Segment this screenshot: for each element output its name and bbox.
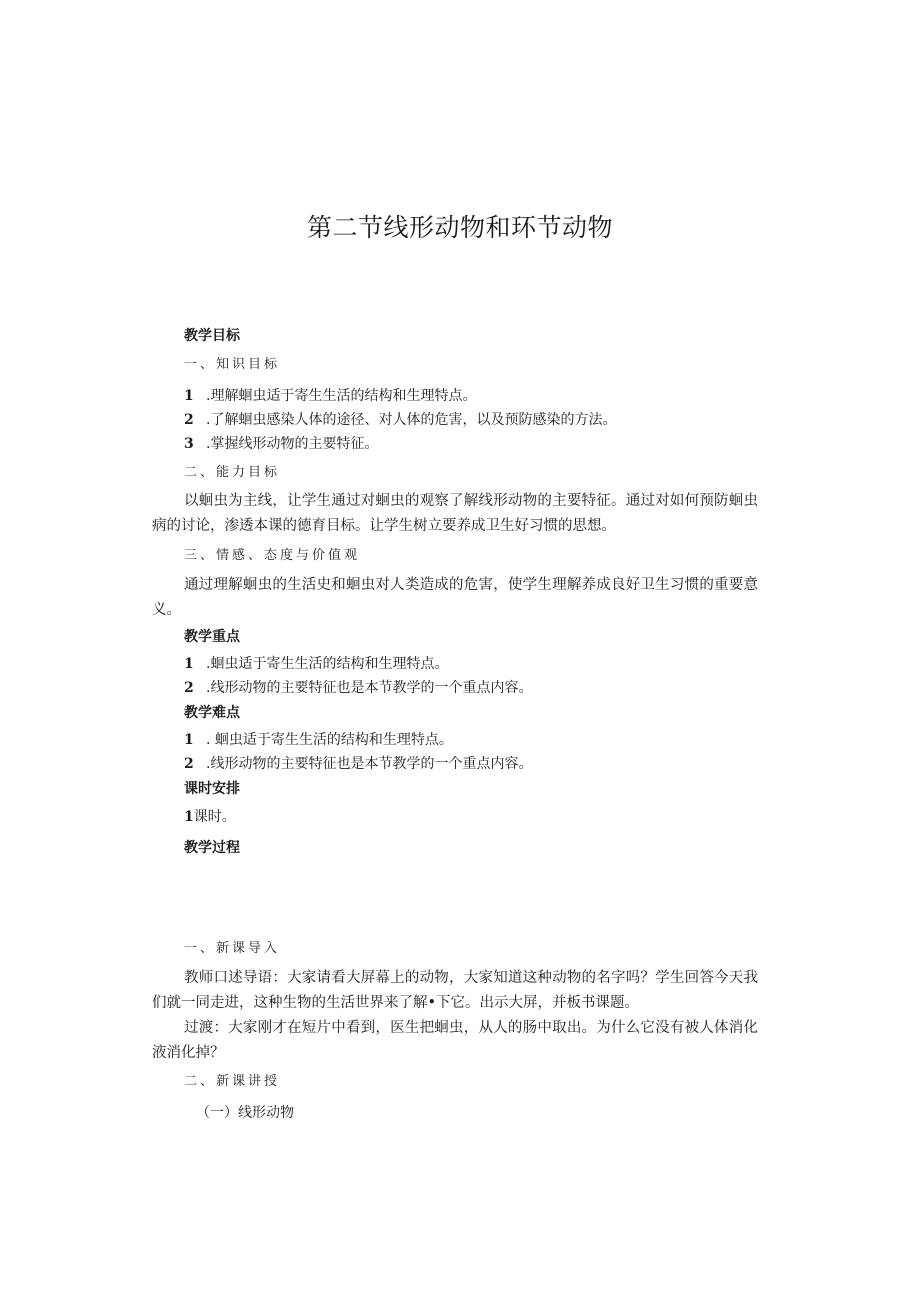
difficulty-item bbox=[184, 729, 453, 749]
item-number: 3 bbox=[184, 436, 194, 452]
item-text: .蛔虫适于寄生生活的结构和生理特点。 bbox=[206, 656, 449, 672]
item-number: 2 bbox=[184, 756, 194, 772]
item-number: 1 bbox=[184, 656, 194, 672]
emotion-paragraph: 通过理解蛔虫的生活史和蛔虫对人类造成的危害，使学生理解养成良好卫生习惯的重要意义。 bbox=[152, 577, 758, 618]
objectives-heading: 教学目标 bbox=[184, 328, 240, 344]
item-text: .线形动物的主要特征也是本节教学的一个重点内容。 bbox=[206, 756, 533, 772]
schedule-unit: 课时。 bbox=[193, 809, 236, 825]
item-number: 2 bbox=[184, 680, 194, 696]
schedule-heading: 课时安排 bbox=[184, 781, 240, 797]
schedule-text bbox=[184, 806, 236, 826]
knowledge-item bbox=[184, 409, 616, 429]
item-number: 2 bbox=[184, 412, 194, 428]
emotion-heading: 三、情感、态度与价值观 bbox=[184, 548, 361, 563]
key-item bbox=[184, 677, 532, 697]
page-title: 第二节线形动物和环节动物 bbox=[306, 213, 613, 242]
subsection-title: （一）线形动物 bbox=[196, 1105, 294, 1121]
key-points-heading: 教学重点 bbox=[184, 629, 240, 645]
item-text: .线形动物的主要特征也是本节教学的一个重点内容。 bbox=[206, 680, 533, 696]
knowledge-item bbox=[184, 385, 476, 405]
item-text: .了解蛔虫感染人体的途径、对人体的危害，以及预防感染的方法。 bbox=[206, 412, 617, 428]
key-item bbox=[184, 653, 448, 673]
knowledge-heading: 一、知识目标 bbox=[184, 357, 281, 372]
difficulty-heading: 教学难点 bbox=[184, 705, 240, 721]
intro-paragraph: 教师口述导语：大家请看大屏幕上的动物，大家知道这种动物的名字吗？学生回答今天我们就一同走进，这种生物的生活世界来了解•下它。出示大屏，并板书课题。 bbox=[152, 970, 758, 1011]
transition-paragraph: 过渡：大家刚才在短片中看到，医生把蛔虫，从人的肠中取出。为什么它没有被人体消化液消化掉？ bbox=[152, 1020, 758, 1061]
process-heading: 教学过程 bbox=[184, 840, 240, 856]
item-number: 1 bbox=[184, 388, 194, 404]
ability-heading: 二、能力目标 bbox=[184, 465, 281, 480]
item-text: .理解蛔虫适于寄生生活的结构和生理特点。 bbox=[206, 388, 477, 404]
intro-heading: 一、新课导入 bbox=[184, 941, 281, 956]
schedule-number: 1 bbox=[184, 809, 194, 825]
item-text: . 蛔虫适于寄生生活的结构和生理特点。 bbox=[206, 732, 453, 748]
difficulty-item bbox=[184, 753, 532, 773]
item-text: .掌握线形动物的主要特征。 bbox=[206, 436, 379, 452]
item-number: 1 bbox=[184, 732, 194, 748]
knowledge-item bbox=[184, 433, 378, 453]
ability-paragraph: 以蛔虫为主线，让学生通过对蛔虫的观察了解线形动物的主要特征。通过对如何预防蛔虫病的讨论，渗透本课的德育目标。让学生树立要养成卫生好习惯的思想。 bbox=[152, 493, 758, 534]
teaching-heading: 二、新课讲授 bbox=[184, 1074, 281, 1089]
